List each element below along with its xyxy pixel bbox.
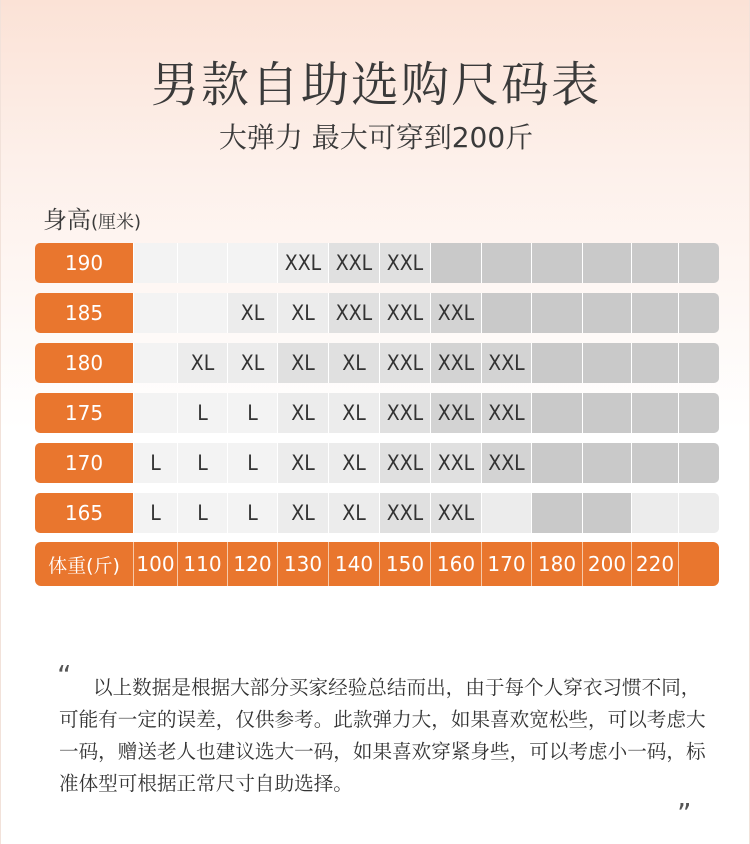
height-value: 175 — [35, 393, 133, 433]
size-cell: XXL — [379, 393, 430, 433]
size-cell — [631, 293, 678, 333]
size-cell — [177, 243, 227, 283]
size-cell: XXL — [328, 293, 379, 333]
size-cell: XL — [277, 443, 328, 483]
table-row — [35, 293, 719, 333]
size-cell — [582, 343, 631, 383]
size-cell: XXL — [379, 343, 430, 383]
size-cell: XL — [328, 493, 379, 533]
size-cell — [678, 293, 719, 333]
size-cell — [678, 443, 719, 483]
table-row — [35, 493, 719, 533]
size-cell — [531, 343, 582, 383]
size-cell: L — [227, 393, 277, 433]
size-cell: XXL — [430, 493, 481, 533]
size-cell — [531, 393, 582, 433]
weight-value: 170 — [481, 542, 531, 586]
size-cell — [227, 243, 277, 283]
page-title: 男款自助选购尺码表 — [150, 57, 601, 113]
size-cell — [133, 293, 177, 333]
size-cell: XXL — [379, 493, 430, 533]
size-cell: L — [177, 493, 227, 533]
table-row — [35, 393, 719, 433]
weight-value — [678, 542, 719, 586]
table-row — [35, 443, 719, 483]
size-cell: XXL — [379, 293, 430, 333]
size-cell: XL — [328, 343, 379, 383]
weight-value: 220 — [631, 542, 678, 586]
size-cell — [531, 293, 582, 333]
size-cell: XXL — [379, 443, 430, 483]
size-cell: L — [133, 443, 177, 483]
size-cell: XL — [227, 293, 277, 333]
size-cell — [678, 493, 719, 533]
weight-value: 100 — [133, 542, 177, 586]
weight-value: 110 — [177, 542, 227, 586]
height-value: 165 — [35, 493, 133, 533]
weight-value: 120 — [227, 542, 277, 586]
height-label-text: 身高 — [43, 206, 91, 234]
size-cell: XXL — [430, 343, 481, 383]
size-cell — [631, 243, 678, 283]
size-cell — [481, 293, 531, 333]
size-cell — [481, 493, 531, 533]
size-cell: XXL — [481, 343, 531, 383]
size-cell: XXL — [430, 393, 481, 433]
weight-value: 130 — [277, 542, 328, 586]
size-cell: L — [177, 393, 227, 433]
size-cell: XXL — [277, 243, 328, 283]
size-cell: XXL — [328, 243, 379, 283]
size-cell — [430, 243, 481, 283]
page-subtitle: 大弹力 最大可穿到200斤 — [218, 121, 534, 154]
height-value: 170 — [35, 443, 133, 483]
size-cell: L — [227, 493, 277, 533]
size-cell: XL — [277, 343, 328, 383]
size-cell — [133, 343, 177, 383]
size-cell: XL — [227, 343, 277, 383]
size-cell: XL — [328, 443, 379, 483]
size-cell — [678, 343, 719, 383]
weight-axis-label: 体重(斤) — [48, 554, 120, 577]
size-cell: XXL — [430, 443, 481, 483]
size-cell — [631, 493, 678, 533]
height-axis-label — [43, 200, 141, 235]
size-cell — [631, 343, 678, 383]
size-cell: L — [177, 443, 227, 483]
close-quote-icon: ” — [677, 797, 692, 830]
size-cell: XL — [277, 393, 328, 433]
size-cell — [133, 243, 177, 283]
size-cell — [678, 243, 719, 283]
size-cell: L — [227, 443, 277, 483]
size-cell: XXL — [379, 243, 430, 283]
table-row — [35, 243, 719, 283]
size-cell — [582, 493, 631, 533]
weight-value: 150 — [379, 542, 430, 586]
weight-value: 140 — [328, 542, 379, 586]
weight-value: 180 — [531, 542, 582, 586]
size-cell — [582, 243, 631, 283]
size-cell — [678, 393, 719, 433]
size-cell — [582, 443, 631, 483]
size-cell: XL — [328, 393, 379, 433]
height-value: 185 — [35, 293, 133, 333]
height-value: 190 — [35, 243, 133, 283]
size-cell — [582, 293, 631, 333]
size-cell — [631, 393, 678, 433]
size-note: 以上数据是根据大部分买家经验总结而出，由于每个人穿衣习惯不同，可能有一定的误差，仅供参考。此款弹力大，如果喜欢宽松些，可以考虑大一码，赠送老人也建议选大一码，如果喜欢穿紧身些，可以考虑小一码，标准体型可根据正常尺寸自助选择。 — [59, 676, 706, 795]
size-cell: XXL — [481, 393, 531, 433]
size-cell — [177, 293, 227, 333]
size-cell — [531, 493, 582, 533]
size-cell — [481, 243, 531, 283]
weight-value: 160 — [430, 542, 481, 586]
size-cell — [531, 443, 582, 483]
size-cell — [631, 443, 678, 483]
size-cell: XL — [177, 343, 227, 383]
open-quote-icon: “ — [57, 659, 72, 692]
size-cell: XXL — [481, 443, 531, 483]
size-cell: L — [133, 493, 177, 533]
height-label-unit: (厘米) — [91, 212, 142, 233]
size-cell: XL — [277, 493, 328, 533]
weight-row — [35, 542, 719, 586]
weight-value: 200 — [582, 542, 631, 586]
size-cell: XL — [277, 293, 328, 333]
size-cell: XXL — [430, 293, 481, 333]
height-value: 180 — [35, 343, 133, 383]
size-cell — [531, 243, 582, 283]
table-row — [35, 343, 719, 383]
size-cell — [582, 393, 631, 433]
size-cell — [133, 393, 177, 433]
